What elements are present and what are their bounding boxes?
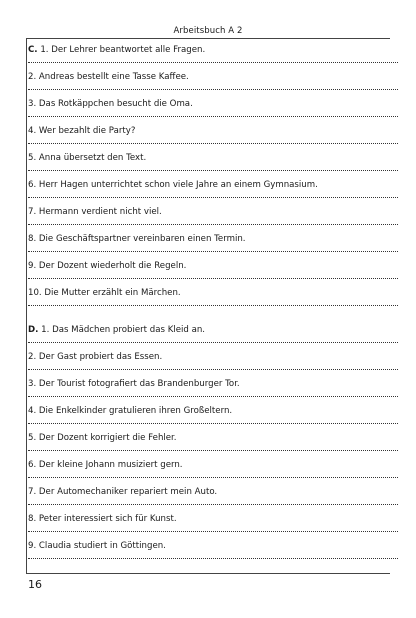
sentence-text: 2. Der Gast probiert das Essen. (28, 352, 163, 362)
answer-line[interactable] (28, 503, 398, 505)
exercise-sentence (28, 99, 193, 109)
answer-line[interactable] (28, 169, 398, 171)
exercise-item (28, 320, 398, 347)
exercise-item (28, 536, 398, 563)
answer-line[interactable] (28, 277, 398, 279)
answer-line[interactable] (28, 557, 398, 559)
answer-line[interactable] (28, 142, 398, 144)
header-rule (26, 38, 390, 39)
exercise-item (28, 148, 398, 175)
exercise-item (28, 482, 398, 509)
exercise-item (28, 283, 398, 310)
answer-line[interactable] (28, 223, 398, 225)
exercise-sentence (28, 433, 177, 443)
exercise-item (28, 94, 398, 121)
exercise-sentence (28, 487, 217, 497)
exercise-sentence (28, 379, 240, 389)
exercise-sentence (28, 45, 205, 55)
exercise-item (28, 40, 398, 67)
exercise-sentence (28, 352, 162, 362)
answer-line[interactable] (28, 250, 398, 252)
exercise-item (28, 229, 398, 256)
sentence-text: 4. Die Enkelkinder gratulieren ihren Großeltern. (28, 406, 233, 416)
sentence-text: 10. Die Mutter erzählt ein Märchen. (28, 288, 181, 298)
exercise-sentence (28, 406, 232, 416)
sentence-text: 4. Wer bezahlt die Party? (28, 126, 136, 136)
sentence-text: 6. Der kleine Johann musiziert gern. (28, 460, 183, 470)
page-header: Arbeitsbuch A 2 (173, 26, 243, 36)
answer-line[interactable] (28, 61, 398, 63)
sentence-text: 5. Anna übersetzt den Text. (28, 153, 147, 163)
answer-line[interactable] (28, 476, 398, 478)
exercise-sentence (28, 234, 246, 244)
sentence-text: 1. Das Mädchen probiert das Kleid an. (41, 325, 206, 335)
exercise-sentence (28, 325, 205, 335)
section-label: C. (28, 45, 38, 55)
exercise-item (28, 455, 398, 482)
exercise-content (28, 40, 398, 563)
sentence-text: 1. Der Lehrer beantwortet alle Fragen. (40, 45, 206, 55)
sentence-text: 9. Claudia studiert in Göttingen. (28, 541, 166, 551)
exercise-sentence (28, 207, 162, 217)
sentence-text: 8. Die Geschäftspartner vereinbaren einen Termin. (28, 234, 246, 244)
answer-line[interactable] (28, 341, 398, 343)
exercise-sentence (28, 180, 318, 190)
exercise-sentence (28, 514, 177, 524)
exercise-item (28, 121, 398, 148)
exercise-item (28, 202, 398, 229)
sentence-text: 7. Hermann verdient nicht viel. (28, 207, 162, 217)
answer-line[interactable] (28, 368, 398, 370)
answer-line[interactable] (28, 196, 398, 198)
margin-line (26, 38, 27, 574)
page-number: 16 (28, 578, 42, 591)
sentence-text: 2. Andreas bestellt eine Tasse Kaffee. (28, 72, 189, 82)
sentence-text: 6. Herr Hagen unterrichtet schon viele Jahre an einem Gymnasium. (28, 180, 318, 190)
exercise-section (28, 320, 398, 563)
sentence-text: 3. Das Rotkäppchen besucht die Oma. (28, 99, 193, 109)
exercise-sentence (28, 541, 166, 551)
exercise-item (28, 347, 398, 374)
answer-line[interactable] (28, 422, 398, 424)
exercise-sentence (28, 126, 135, 136)
exercise-sentence (28, 72, 189, 82)
sentence-text: 5. Der Dozent korrigiert die Fehler. (28, 433, 177, 443)
sentence-text: 9. Der Dozent wiederholt die Regeln. (28, 261, 187, 271)
footer-rule (26, 573, 390, 574)
answer-line[interactable] (28, 115, 398, 117)
exercise-item (28, 175, 398, 202)
exercise-item (28, 374, 398, 401)
exercise-sentence (28, 153, 146, 163)
sentence-text: 8. Peter interessiert sich für Kunst. (28, 514, 177, 524)
answer-line[interactable] (28, 449, 398, 451)
exercise-sentence (28, 460, 183, 470)
sentence-text: 3. Der Tourist fotografiert das Brandenburger Tor. (28, 379, 240, 389)
exercise-section (28, 40, 398, 310)
answer-line[interactable] (28, 304, 398, 306)
section-label: D. (28, 325, 39, 335)
section-gap (28, 310, 398, 320)
sentence-text: 7. Der Automechaniker repariert mein Auto. (28, 487, 218, 497)
exercise-item (28, 509, 398, 536)
answer-line[interactable] (28, 395, 398, 397)
answer-line[interactable] (28, 88, 398, 90)
exercise-sentence (28, 261, 186, 271)
answer-line[interactable] (28, 530, 398, 532)
exercise-item (28, 67, 398, 94)
exercise-sentence (28, 288, 181, 298)
exercise-item (28, 428, 398, 455)
exercise-item (28, 256, 398, 283)
exercise-item (28, 401, 398, 428)
